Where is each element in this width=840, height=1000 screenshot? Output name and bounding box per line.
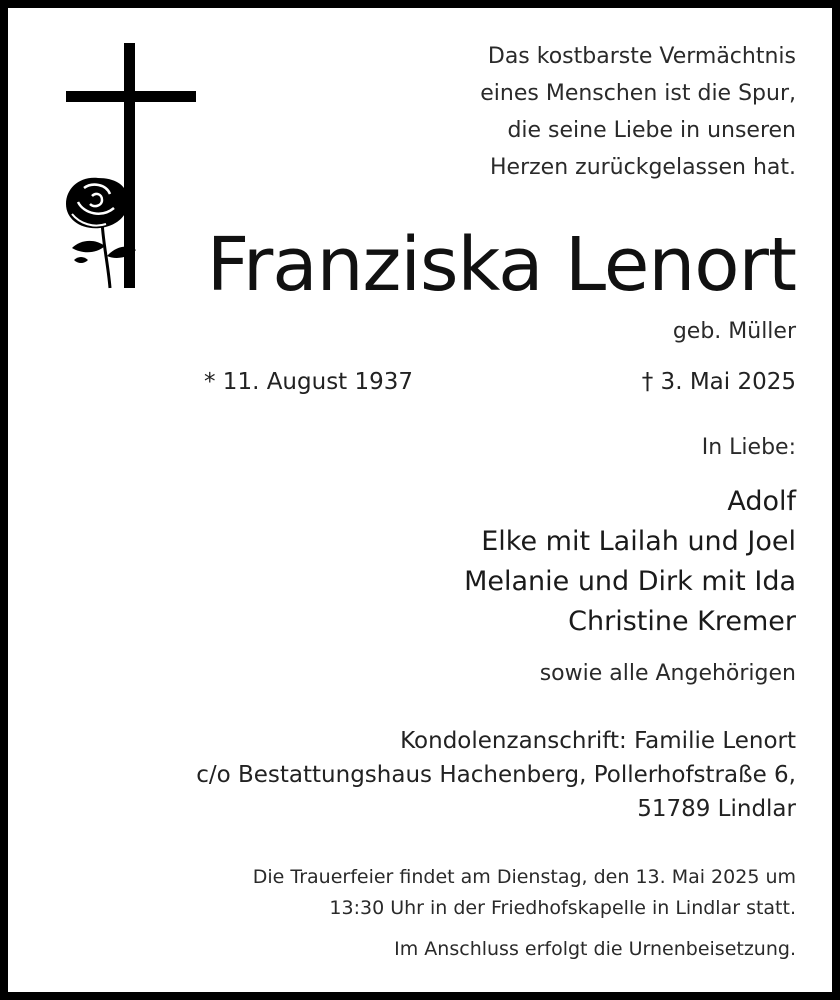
quote-line: eines Menschen ist die Spur, xyxy=(480,81,796,106)
memorial-quote xyxy=(480,38,796,186)
address-line: c/o Bestattungshaus Hachenberg, Pollerhofstraße 6, xyxy=(196,762,796,788)
condolence-address xyxy=(196,724,796,826)
maiden-name: geb. Müller xyxy=(672,319,796,344)
deceased-name: Franziska Lenort xyxy=(206,222,796,308)
address-line: Kondolenzanschrift: Familie Lenort xyxy=(400,728,796,754)
relatives-note: sowie alle Angehörigen xyxy=(539,661,796,686)
mourner-name: Elke mit Lailah und Joel xyxy=(481,526,796,557)
mourners-list xyxy=(464,482,796,642)
birth-date: * 11. August 1937 xyxy=(204,369,414,395)
cross-and-rose-symbol xyxy=(58,38,208,298)
address-line: 51789 Lindlar xyxy=(637,796,796,822)
quote-line: Das kostbarste Vermächtnis xyxy=(487,44,796,69)
service-line: 13:30 Uhr in der Friedhofskapelle in Lindlar statt. xyxy=(329,897,796,919)
mourner-name: Melanie und Dirk mit Ida xyxy=(464,566,796,597)
burial-note: Im Anschluss erfolgt die Urnenbeisetzung. xyxy=(394,938,796,960)
quote-line: Herzen zurückgelassen hat. xyxy=(490,155,796,180)
quote-line: die seine Liebe in unseren xyxy=(507,118,796,143)
mourner-name: Christine Kremer xyxy=(568,606,796,637)
funeral-service-info xyxy=(253,862,796,924)
mourner-name: Adolf xyxy=(727,486,796,517)
mourners-intro: In Liebe: xyxy=(701,435,796,460)
service-line: Die Trauerfeier findet am Dienstag, den 13. Mai 2025 um xyxy=(252,866,796,888)
death-date: † 3. Mai 2025 xyxy=(641,369,796,395)
